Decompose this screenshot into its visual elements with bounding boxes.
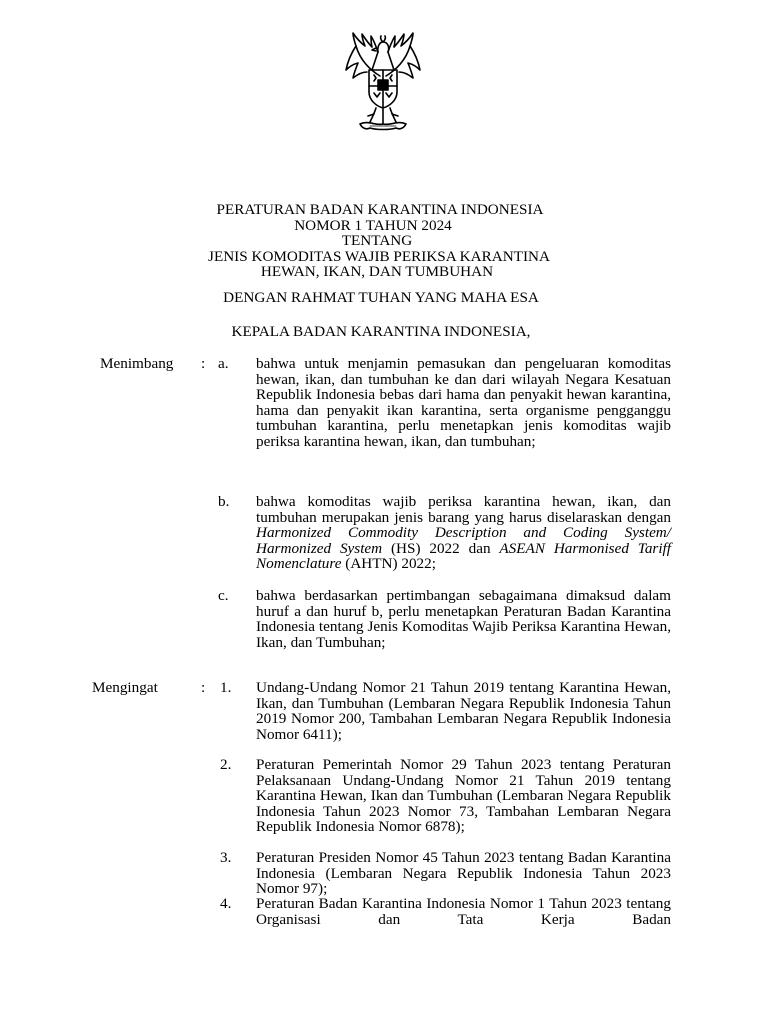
title-line-4: JENIS KOMODITAS WAJIB PERIKSA KARANTINA — [208, 247, 550, 265]
title-line-1: PERATURAN BADAN KARANTINA INDONESIA — [216, 201, 544, 218]
menimbang-label: Menimbang — [100, 355, 174, 372]
item-text-part: (AHTN) 2022; — [341, 555, 436, 573]
item-text — [256, 494, 671, 572]
title-line-5: HEWAN, IKAN, DAN TUMBUHAN — [260, 263, 494, 281]
item-marker: b. — [218, 493, 230, 510]
mengingat-label: Mengingat — [92, 679, 158, 696]
rahmat-text: DENGAN RAHMAT TUHAN YANG MAHA ESA — [223, 289, 539, 306]
item-marker: 4. — [220, 895, 232, 912]
regulation-title — [0, 202, 768, 280]
item-marker: 1. — [220, 679, 232, 696]
item-text: bahwa berdasarkan pertimbangan sebagaimana dimaksud dalam huruf a dan huruf b, perlu menetapkan Peraturan Badan Karantina Indonesia tentang Jenis Komoditas Wajib Periksa Karantina Hewan, Ikan, dan Tumbuhan; — [256, 587, 671, 651]
kepala-text: KEPALA BADAN KARANTINA INDONESIA, — [231, 323, 531, 340]
item-text: bahwa untuk menjamin pemasukan dan pengeluaran komoditas hewan, ikan, dan tumbuhan ke dan dari wilayah Negara Kesatuan Republik Indonesia bebas dari hama dan penyakit hewan karantina, hama dan penyakit ikan karantina, serta organisme pengganggu tumbuhan karantina, perlu menetapkan jenis komoditas wajib periksa karantina hewan, ikan, dan tumbuhan; — [256, 355, 671, 450]
item-marker: 3. — [220, 849, 232, 866]
item-text: Peraturan Badan Karantina Indonesia Nomor 1 Tahun 2023 tentang Organisasi dan Tata Kerja Badan — [256, 895, 671, 928]
menimbang-colon: : — [201, 355, 206, 372]
item-marker: c. — [218, 587, 229, 604]
garuda-emblem-icon — [334, 30, 432, 134]
item-text-part: (HS) 2022 dan — [382, 539, 500, 557]
item-text-part: bahwa komoditas wajib periksa karantina hewan, ikan, dan tumbuhan merupakan jenis barang yang harus diselaraskan dengan — [256, 493, 671, 526]
title-line-3: TENTANG — [341, 232, 413, 250]
item-marker: a. — [218, 355, 229, 372]
item-text: Undang-Undang Nomor 21 Tahun 2019 tentang Karantina Hewan, Ikan, dan Tumbuhan (Lembaran Negara Republik Indonesia Tahun 2019 Nomor 200, Tambahan Lembaran Negara Republik Indonesia Nomor 6411); — [256, 679, 671, 743]
item-text: Peraturan Pemerintah Nomor 29 Tahun 2023 tentang Peraturan Pelaksanaan Undang-Undang Nomor 21 Tahun 2019 tentang Karantina Hewan, Ikan dan Tumbuhan (Lembaran Negara Republik Indonesia Tahun 2023 Nomor 73, Tambahan Lembaran Negara Republik Indonesia Nomor 6878); — [256, 756, 671, 836]
item-text-italic: Harmonized Commodity Description and Coding System/ Harmonized System — [256, 524, 671, 557]
item-marker: 2. — [220, 756, 232, 773]
preamble-rahmat — [0, 290, 768, 306]
title-line-2: NOMOR 1 TAHUN 2024 — [294, 216, 452, 234]
item-text-italic: ASEAN Harmonised Tariff Nomenclature — [256, 539, 671, 573]
mengingat-colon: : — [201, 679, 206, 696]
preamble-kepala — [0, 324, 768, 340]
item-text: Peraturan Presiden Nomor 45 Tahun 2023 tentang Badan Karantina Indonesia (Lembaran Negara Republik Indonesia Tahun 2023 Nomor 97); — [256, 849, 671, 898]
